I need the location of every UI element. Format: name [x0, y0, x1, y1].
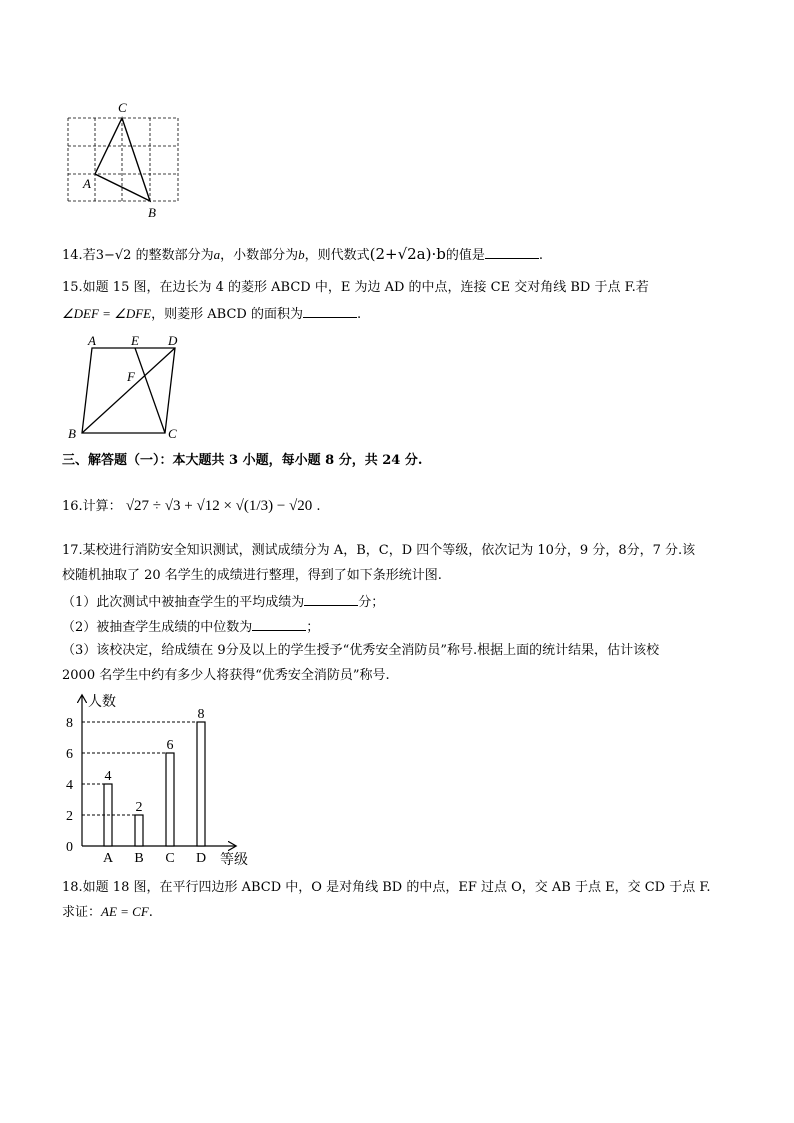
question-17-sub-3a: （3）该校决定，给成绩在 9分及以上的学生授予“优秀安全消防员”称号.根据上面的统计结果，估计该校	[62, 643, 660, 658]
q14-num: 14.	[62, 248, 83, 263]
question-17-line-1: 17.某校进行消防安全知识测试，测试成绩分为 A，B，C，D 四个等级，依次记为 10分，9 分，8分，7 分.该	[62, 543, 696, 558]
q14-text-4: ，则代数式	[304, 248, 370, 263]
y-axis-label: 人数	[88, 695, 116, 710]
question-16	[62, 498, 321, 515]
data-label-D: 8	[197, 707, 205, 722]
question-14	[62, 246, 543, 264]
label-d: D	[168, 333, 178, 348]
label-a: A	[83, 176, 91, 191]
x-tick-label-A: A	[102, 851, 114, 866]
q16-label: 16.计算：	[62, 499, 122, 514]
label-b: B	[148, 205, 156, 220]
q18-statement: AE = CF	[101, 904, 149, 919]
q17-sub2-blank[interactable]	[252, 618, 306, 631]
q17-sub1-text: （1）此次测试中被抽查学生的平均成绩为	[62, 595, 305, 610]
bar-chart	[60, 688, 260, 868]
q15-angle-condition: ∠DEF = ∠DFE	[62, 306, 152, 321]
question-15-line-2	[62, 305, 361, 323]
q14-text-6: .	[538, 248, 543, 263]
label-a: A	[88, 333, 96, 348]
label-c: C	[168, 426, 177, 441]
y-tick-label-8: 8	[66, 716, 73, 731]
question-17-line-2: 校随机抽取了 20 名学生的成绩进行整理，得到了如下条形统计图.	[62, 568, 442, 583]
bar-D	[197, 722, 205, 846]
bar-B	[135, 815, 143, 846]
q14-var-b: b	[298, 247, 305, 262]
x-tick-label-B: B	[134, 851, 144, 866]
label-b: B	[68, 426, 76, 441]
q18-end: .	[148, 905, 153, 920]
y-tick-label-4: 4	[66, 778, 73, 793]
question-17-sub-3b: 2000 名学生中约有多少人将获得“优秀安全消防员”称号.	[62, 668, 390, 683]
label-e: E	[131, 333, 139, 348]
data-label-C: 6	[166, 738, 174, 753]
q14-var-a: a	[213, 247, 221, 262]
q17-sub2-text: （2）被抽查学生成绩的中位数为	[62, 620, 253, 635]
q18-prove-label: 求证：	[62, 905, 102, 920]
y-tick-label-2: 2	[66, 809, 73, 824]
question-17-sub-2	[62, 618, 319, 636]
q14-expr-a: 3−√2	[95, 248, 132, 263]
q14-text-5: 的值是	[445, 248, 485, 263]
label-c: C	[118, 100, 127, 115]
y-tick-label-6: 6	[66, 747, 73, 762]
data-label-A: 4	[104, 769, 112, 784]
x-axis-label: 等级	[220, 853, 248, 868]
q16-end: .	[316, 499, 321, 514]
label-f: F	[127, 369, 135, 384]
question-18-line-1: 18.如题 18 图，在平行四边形 ABCD 中，O 是对角线 BD 的中点，EF 过点 O，交 AB 于点 E，交 CD 于点 F.	[62, 880, 711, 895]
question-18-line-2	[62, 904, 153, 921]
q14-text-1: 若	[82, 248, 96, 263]
x-tick-label-D: D	[195, 851, 207, 866]
q14-expr-b: (2+√2a)·b	[369, 245, 446, 263]
q17-sub1-unit: 分；	[358, 595, 385, 610]
bar-C	[166, 753, 174, 846]
q17-sub1-blank[interactable]	[304, 593, 358, 606]
x-tick-label-C: C	[165, 851, 175, 866]
q15-text: ，则菱形 ABCD 的面积为	[151, 307, 303, 322]
grid-triangle-figure	[60, 98, 180, 220]
rhombus-figure	[60, 333, 190, 443]
q17-sub2-end: ；	[306, 620, 320, 635]
question-17-sub-1	[62, 593, 384, 611]
q15-answer-blank[interactable]	[303, 305, 357, 318]
q14-text-2: 的整数部分为	[135, 248, 214, 263]
triangle-abc	[95, 118, 150, 201]
q15-end: .	[356, 307, 362, 322]
data-label-B: 2	[135, 800, 143, 815]
q14-text-3: ，小数部分为	[220, 248, 299, 263]
question-15-line-1: 15.如题 15 图，在边长为 4 的菱形 ABCD 中，E 为边 AD 的中点，连接 CE 交对角线 BD 于点 F.若	[62, 280, 649, 295]
q14-answer-blank[interactable]	[485, 246, 539, 259]
y-tick-label-0: 0	[66, 840, 73, 855]
q16-expression: √27 ÷ √3 + √12 × √(1/3) − √20	[125, 498, 313, 514]
section-3-title: 三、解答题（一）：本大题共 3 小题，每小题 8 分，共 24 分.	[62, 453, 423, 468]
